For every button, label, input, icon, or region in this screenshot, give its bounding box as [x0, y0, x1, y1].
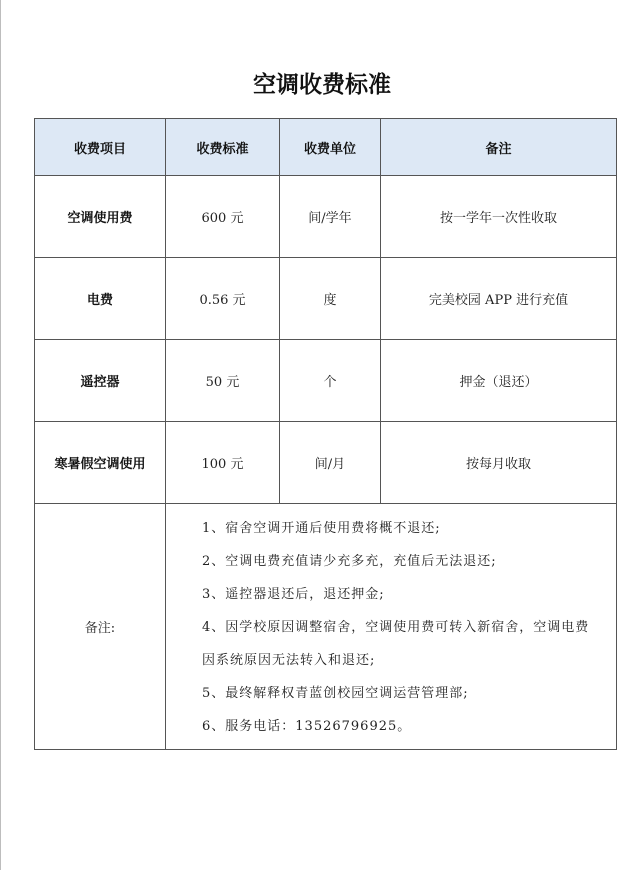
table-row	[35, 258, 617, 340]
note-line: 6、服务电话：13526796925。	[202, 719, 412, 734]
row-remark: 押金（退还）	[381, 340, 617, 422]
row-item: 空调使用费	[35, 176, 166, 258]
note-line: 4、因学校原因调整宿舍，空调使用费可转入新宿舍，空调电费	[202, 620, 590, 635]
row-unit: 度	[280, 258, 381, 340]
row-item: 寒暑假空调使用	[35, 422, 166, 504]
table-header-row	[35, 119, 617, 176]
note-line: 2、空调电费充值请少充多充，充值后无法退还;	[202, 554, 497, 569]
header-unit: 收费单位	[280, 119, 381, 176]
page-border	[0, 0, 1, 870]
table-row	[35, 340, 617, 422]
row-remark: 按一学年一次性收取	[381, 176, 617, 258]
row-unit: 间/月	[280, 422, 381, 504]
header-price: 收费标准	[166, 119, 280, 176]
row-remark: 完美校园 APP 进行充值	[381, 258, 617, 340]
note-line: 3、遥控器退还后，退还押金;	[202, 587, 385, 602]
row-unit: 间/学年	[280, 176, 381, 258]
note-line: 因系统原因无法转入和退还;	[202, 653, 376, 668]
note-line: 1、宿舍空调开通后使用费将概不退还;	[202, 521, 441, 536]
row-price: 600 元	[166, 176, 280, 258]
notes-row	[35, 504, 617, 750]
row-remark: 按每月收取	[381, 422, 617, 504]
header-item: 收费项目	[35, 119, 166, 176]
note-line: 5、最终解释权青蓝创校园空调运营管理部;	[202, 686, 469, 701]
table-row	[35, 422, 617, 504]
row-unit: 个	[280, 340, 381, 422]
row-item: 遥控器	[35, 340, 166, 422]
fee-table	[34, 118, 617, 750]
table-row	[35, 176, 617, 258]
notes-label: 备注:	[35, 504, 166, 750]
header-remark: 备注	[381, 119, 617, 176]
row-price: 100 元	[166, 422, 280, 504]
row-price: 50 元	[166, 340, 280, 422]
row-price: 0.56 元	[166, 258, 280, 340]
page-title: 空调收费标准	[253, 72, 391, 98]
notes-content	[166, 504, 617, 750]
row-item: 电费	[35, 258, 166, 340]
